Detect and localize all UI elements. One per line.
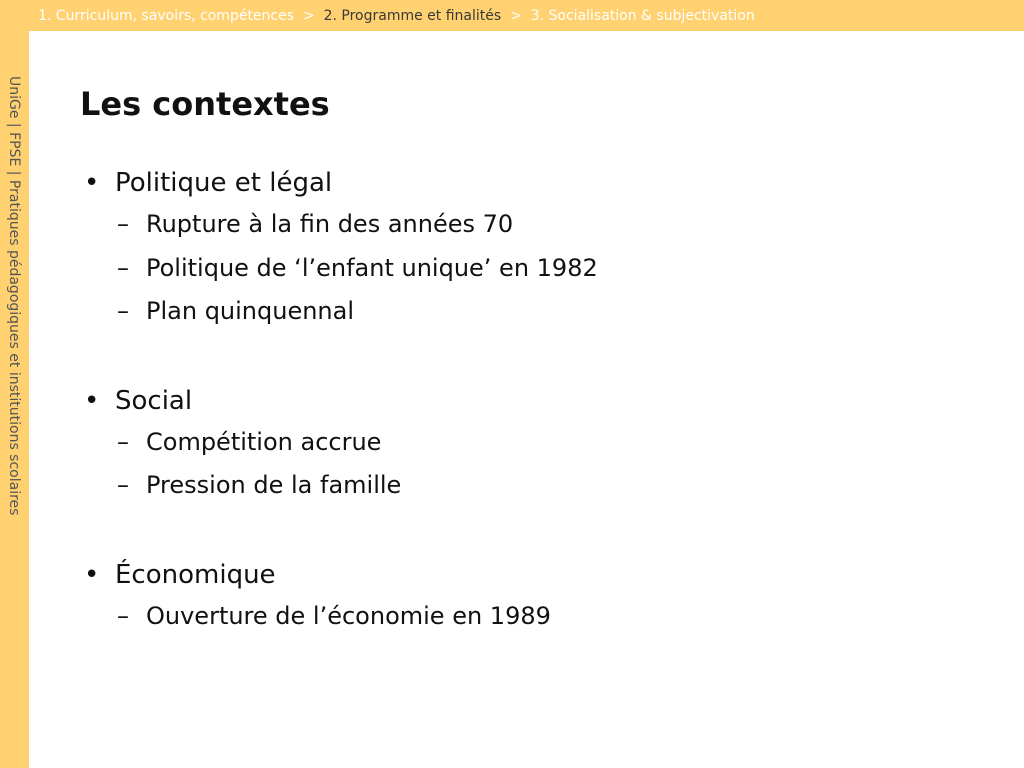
- sub-bullet-item: [84, 595, 598, 639]
- bullet-marker: •: [84, 559, 100, 590]
- bullet-text: Politique et légal: [115, 168, 333, 198]
- breadcrumb-item-curriculum[interactable]: 1. Curriculum, savoirs, compétences: [38, 8, 295, 24]
- bullet-item: [84, 163, 598, 203]
- dash-marker: –: [117, 253, 129, 282]
- bullet-marker: •: [84, 168, 100, 198]
- slide-title: Les contextes: [80, 85, 330, 123]
- bullet-item: [84, 381, 598, 421]
- dash-marker: –: [117, 210, 129, 238]
- bullet-marker: •: [84, 385, 100, 416]
- sub-bullet-text: Plan quinquennal: [146, 297, 355, 325]
- sub-bullet-text: Rupture à la fin des années 70: [146, 210, 514, 238]
- left-sidebar: [0, 31, 29, 768]
- dash-marker: –: [117, 471, 129, 499]
- breadcrumb: [38, 7, 755, 25]
- breadcrumb-separator: >: [302, 8, 315, 24]
- sub-bullet-item: [84, 203, 598, 247]
- sub-bullet-text: Pression de la famille: [146, 471, 402, 499]
- sub-bullet-item: [84, 247, 598, 291]
- sub-bullet-item: [84, 290, 598, 334]
- breadcrumb-item-socialisation[interactable]: 3. Socialisation & subjectivation: [530, 8, 755, 24]
- dash-marker: –: [117, 601, 129, 630]
- sub-bullet-text: Compétition accrue: [146, 427, 382, 456]
- sub-bullet-item: [84, 464, 598, 508]
- sub-bullet-text: Ouverture de l’économie en 1989: [146, 601, 551, 630]
- bullet-text: Économique: [115, 559, 276, 590]
- sub-bullet-text: Politique de ‘l’enfant unique’ en 1982: [146, 253, 598, 282]
- dash-marker: –: [117, 297, 129, 325]
- breadcrumb-separator: >: [510, 8, 522, 24]
- sidebar-footer-text: UniGe | FPSE | Pratiques pédagogiques et institutions scolaires: [6, 76, 22, 516]
- bullet-item: [84, 555, 598, 595]
- bullet-list: [84, 163, 598, 638]
- bullet-text: Social: [115, 385, 193, 416]
- sub-bullet-item: [84, 421, 598, 465]
- top-bar: [0, 0, 1024, 31]
- dash-marker: –: [117, 427, 129, 456]
- breadcrumb-item-programme[interactable]: 2. Programme et finalités: [323, 8, 502, 24]
